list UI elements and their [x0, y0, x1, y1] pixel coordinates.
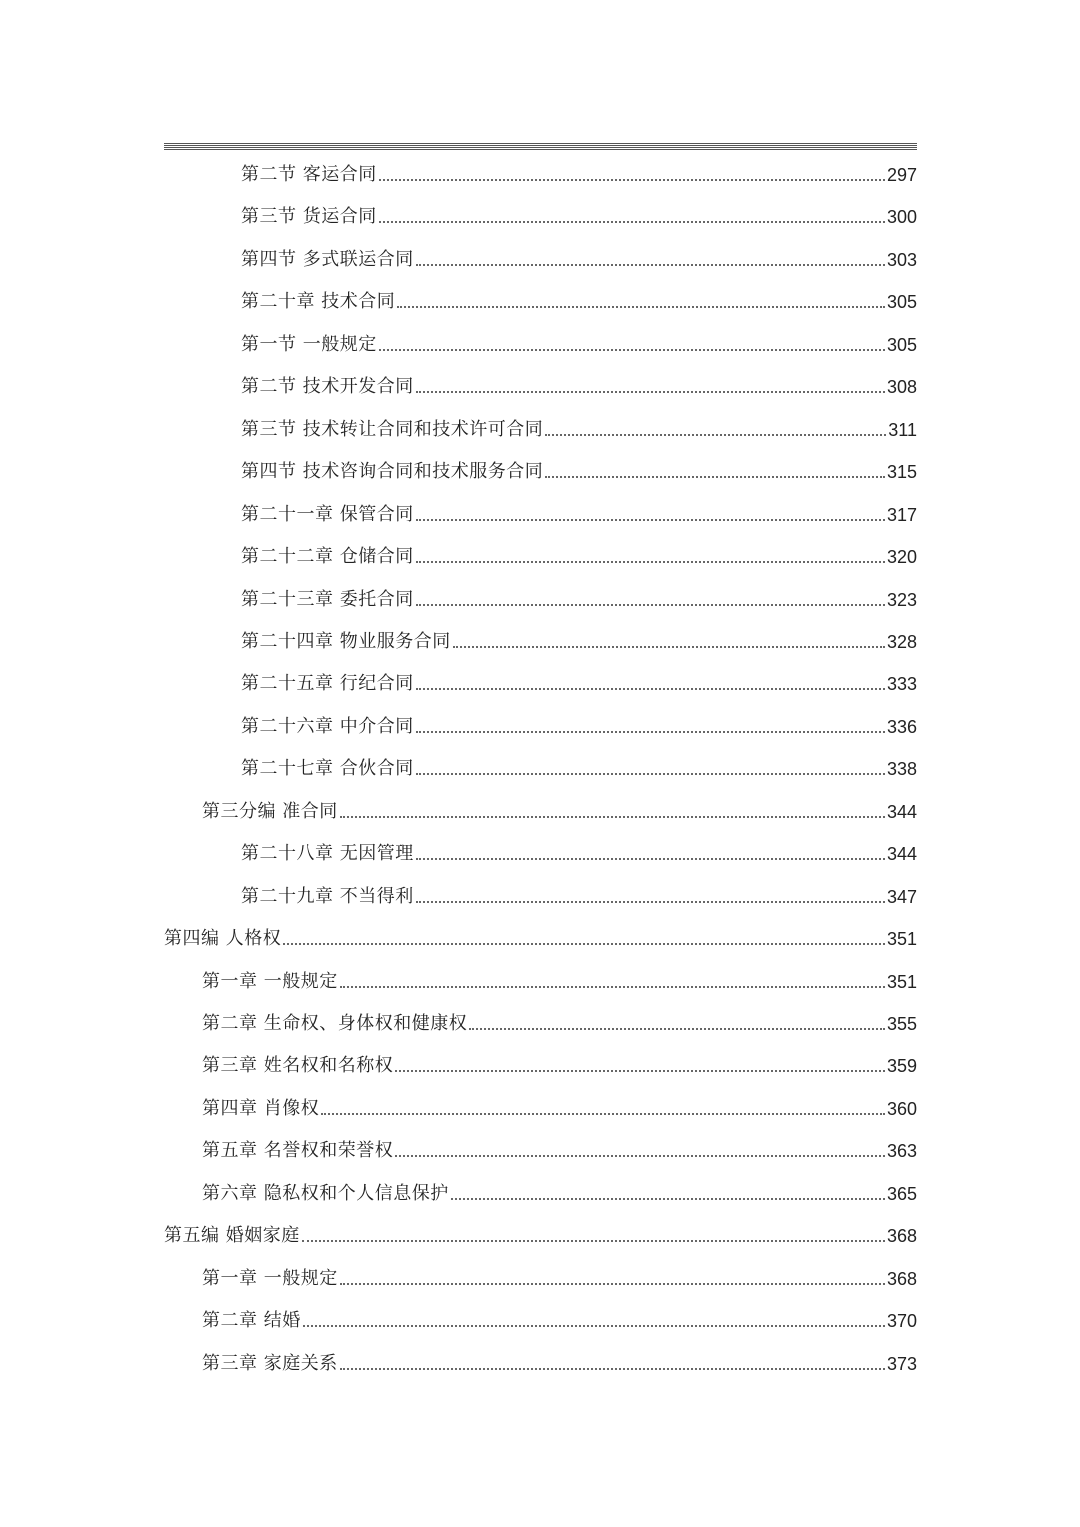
toc-entry-page: 338 — [886, 759, 917, 780]
toc-entry-label: 第四节 多式联运合同 — [241, 248, 414, 270]
toc-entry-page: 359 — [886, 1056, 917, 1077]
toc-entry-page: 311 — [888, 419, 917, 440]
toc-entry[interactable] — [241, 581, 917, 611]
toc-entry-label: 第二十章 技术合同 — [241, 291, 396, 313]
toc-entry-page: 323 — [886, 589, 917, 610]
toc-entry[interactable] — [202, 1047, 917, 1077]
toc-entry-page: 305 — [886, 334, 917, 355]
toc-entry[interactable] — [164, 1217, 917, 1247]
toc-entry-page: 351 — [886, 971, 917, 992]
toc-entry-page: 333 — [886, 674, 917, 695]
dot-leader — [395, 1070, 885, 1072]
dot-leader — [453, 646, 885, 648]
dot-leader — [416, 391, 885, 393]
toc-entry[interactable] — [241, 538, 917, 568]
toc-entry[interactable] — [241, 411, 917, 441]
toc-entry[interactable] — [202, 963, 917, 993]
toc-entry-label: 第二十八章 无因管理 — [241, 843, 414, 865]
dot-leader — [451, 1198, 885, 1200]
toc-entry[interactable] — [241, 326, 917, 356]
toc-entry-label: 第二节 技术开发合同 — [241, 376, 414, 398]
dot-leader — [340, 986, 885, 988]
toc-entry-page: 305 — [886, 292, 917, 313]
toc-entry-page: 373 — [886, 1353, 917, 1374]
dot-leader — [283, 943, 885, 945]
toc-entry[interactable] — [241, 835, 917, 865]
toc-entry-label: 第三节 技术转让合同和技术许可合同 — [241, 418, 544, 440]
toc-entry-page: 368 — [886, 1268, 917, 1289]
toc-entry[interactable] — [202, 1090, 917, 1120]
dot-leader — [416, 604, 885, 606]
dot-leader — [379, 179, 885, 181]
toc-entry-label: 第三节 货运合同 — [241, 206, 377, 228]
toc-entry-label: 第二十六章 中介合同 — [241, 715, 414, 737]
toc-entry[interactable] — [202, 1345, 917, 1375]
dot-leader — [379, 349, 885, 351]
toc-entry-label: 第四节 技术咨询合同和技术服务合同 — [241, 461, 544, 483]
toc-entry-page: 344 — [886, 844, 917, 865]
toc-entry-page: 365 — [886, 1183, 917, 1204]
dot-leader — [303, 1325, 885, 1327]
dot-leader — [416, 858, 885, 860]
dot-leader — [321, 1113, 885, 1115]
toc-entry-label: 第二十三章 委托合同 — [241, 588, 414, 610]
toc-entry-page: 308 — [886, 377, 917, 398]
toc-entry-label: 第二十一章 保管合同 — [241, 503, 414, 525]
toc-entry-label: 第四章 肖像权 — [202, 1097, 320, 1119]
dot-leader — [395, 1155, 885, 1157]
toc-entry[interactable] — [241, 156, 917, 186]
dot-leader — [416, 901, 885, 903]
toc-entry-page: 363 — [886, 1141, 917, 1162]
toc-entry[interactable] — [202, 1132, 917, 1162]
dot-leader — [340, 816, 885, 818]
dot-leader — [340, 1368, 885, 1370]
dot-leader — [469, 1028, 885, 1030]
toc-entry[interactable] — [241, 750, 917, 780]
toc-entry[interactable] — [241, 496, 917, 526]
toc-entry[interactable] — [241, 453, 917, 483]
dot-leader — [340, 1283, 885, 1285]
toc-entry-page: 351 — [886, 929, 917, 950]
dot-leader — [302, 1240, 885, 1242]
toc-entry-label: 第二十二章 仓储合同 — [241, 546, 414, 568]
toc-entry[interactable] — [202, 1175, 917, 1205]
dot-leader — [416, 731, 885, 733]
toc-entry-page: 317 — [886, 504, 917, 525]
toc-entry-label: 第一章 一般规定 — [202, 1267, 338, 1289]
toc-entry[interactable] — [241, 623, 917, 653]
toc-entry[interactable] — [202, 793, 917, 823]
toc-entry-label: 第四编 人格权 — [164, 928, 282, 950]
toc-entry[interactable] — [241, 878, 917, 908]
toc-entry-label: 第一节 一般规定 — [241, 333, 377, 355]
toc-entry[interactable] — [202, 1302, 917, 1332]
toc-entry[interactable] — [241, 708, 917, 738]
toc-entry-label: 第三分编 准合同 — [202, 800, 338, 822]
toc-entry[interactable] — [241, 241, 917, 271]
toc-entry-label: 第二十五章 行纪合同 — [241, 673, 414, 695]
toc-entry-label: 第二章 结婚 — [202, 1310, 301, 1332]
toc-entry-label: 第二节 客运合同 — [241, 164, 377, 185]
toc-entry-page: 336 — [886, 716, 917, 737]
toc-entry-label: 第六章 隐私权和个人信息保护 — [202, 1182, 449, 1204]
toc-entry-page: 370 — [886, 1311, 917, 1332]
toc-entry-label: 第二十七章 合伙合同 — [241, 758, 414, 780]
toc-entry-page: 303 — [886, 249, 917, 270]
header-rule — [164, 143, 917, 150]
toc-entry[interactable] — [241, 283, 917, 313]
toc-entry[interactable] — [241, 198, 917, 228]
toc-entry[interactable] — [202, 1260, 917, 1290]
toc-entry-label: 第五章 名誉权和荣誉权 — [202, 1140, 394, 1162]
toc-entry[interactable] — [202, 1005, 917, 1035]
dot-leader — [397, 306, 885, 308]
dot-leader — [545, 476, 885, 478]
toc-entry-page: 320 — [886, 547, 917, 568]
toc-entry-label: 第三章 姓名权和名称权 — [202, 1055, 394, 1077]
toc-entry-page: 344 — [886, 801, 917, 822]
toc-entry-label: 第一章 一般规定 — [202, 970, 338, 992]
toc-entry-label: 第二十九章 不当得利 — [241, 885, 414, 907]
toc-entry-page: 368 — [886, 1226, 917, 1247]
toc-entry-label: 第二十四章 物业服务合同 — [241, 630, 451, 652]
toc-entry-page: 300 — [886, 207, 917, 228]
toc-entry-label: 第三章 家庭关系 — [202, 1352, 338, 1374]
dot-leader — [416, 264, 885, 266]
dot-leader — [416, 519, 885, 521]
toc-entry-label: 第二章 生命权、身体权和健康权 — [202, 1013, 468, 1034]
toc-entry[interactable] — [241, 665, 917, 695]
dot-leader — [545, 434, 886, 436]
toc-entry-page: 297 — [886, 165, 917, 185]
toc-entry[interactable] — [164, 920, 917, 950]
toc-entry-page: 347 — [886, 886, 917, 907]
toc-entry-page: 355 — [886, 1014, 917, 1034]
toc-entry-page: 328 — [886, 631, 917, 652]
dot-leader — [379, 221, 885, 223]
dot-leader — [416, 688, 885, 690]
dot-leader — [416, 561, 885, 563]
toc-entry-page: 315 — [886, 462, 917, 483]
toc-entry[interactable] — [241, 368, 917, 398]
dot-leader — [416, 773, 885, 775]
toc-entry-label: 第五编 婚姻家庭 — [164, 1225, 300, 1247]
toc-entry-page: 360 — [886, 1098, 917, 1119]
